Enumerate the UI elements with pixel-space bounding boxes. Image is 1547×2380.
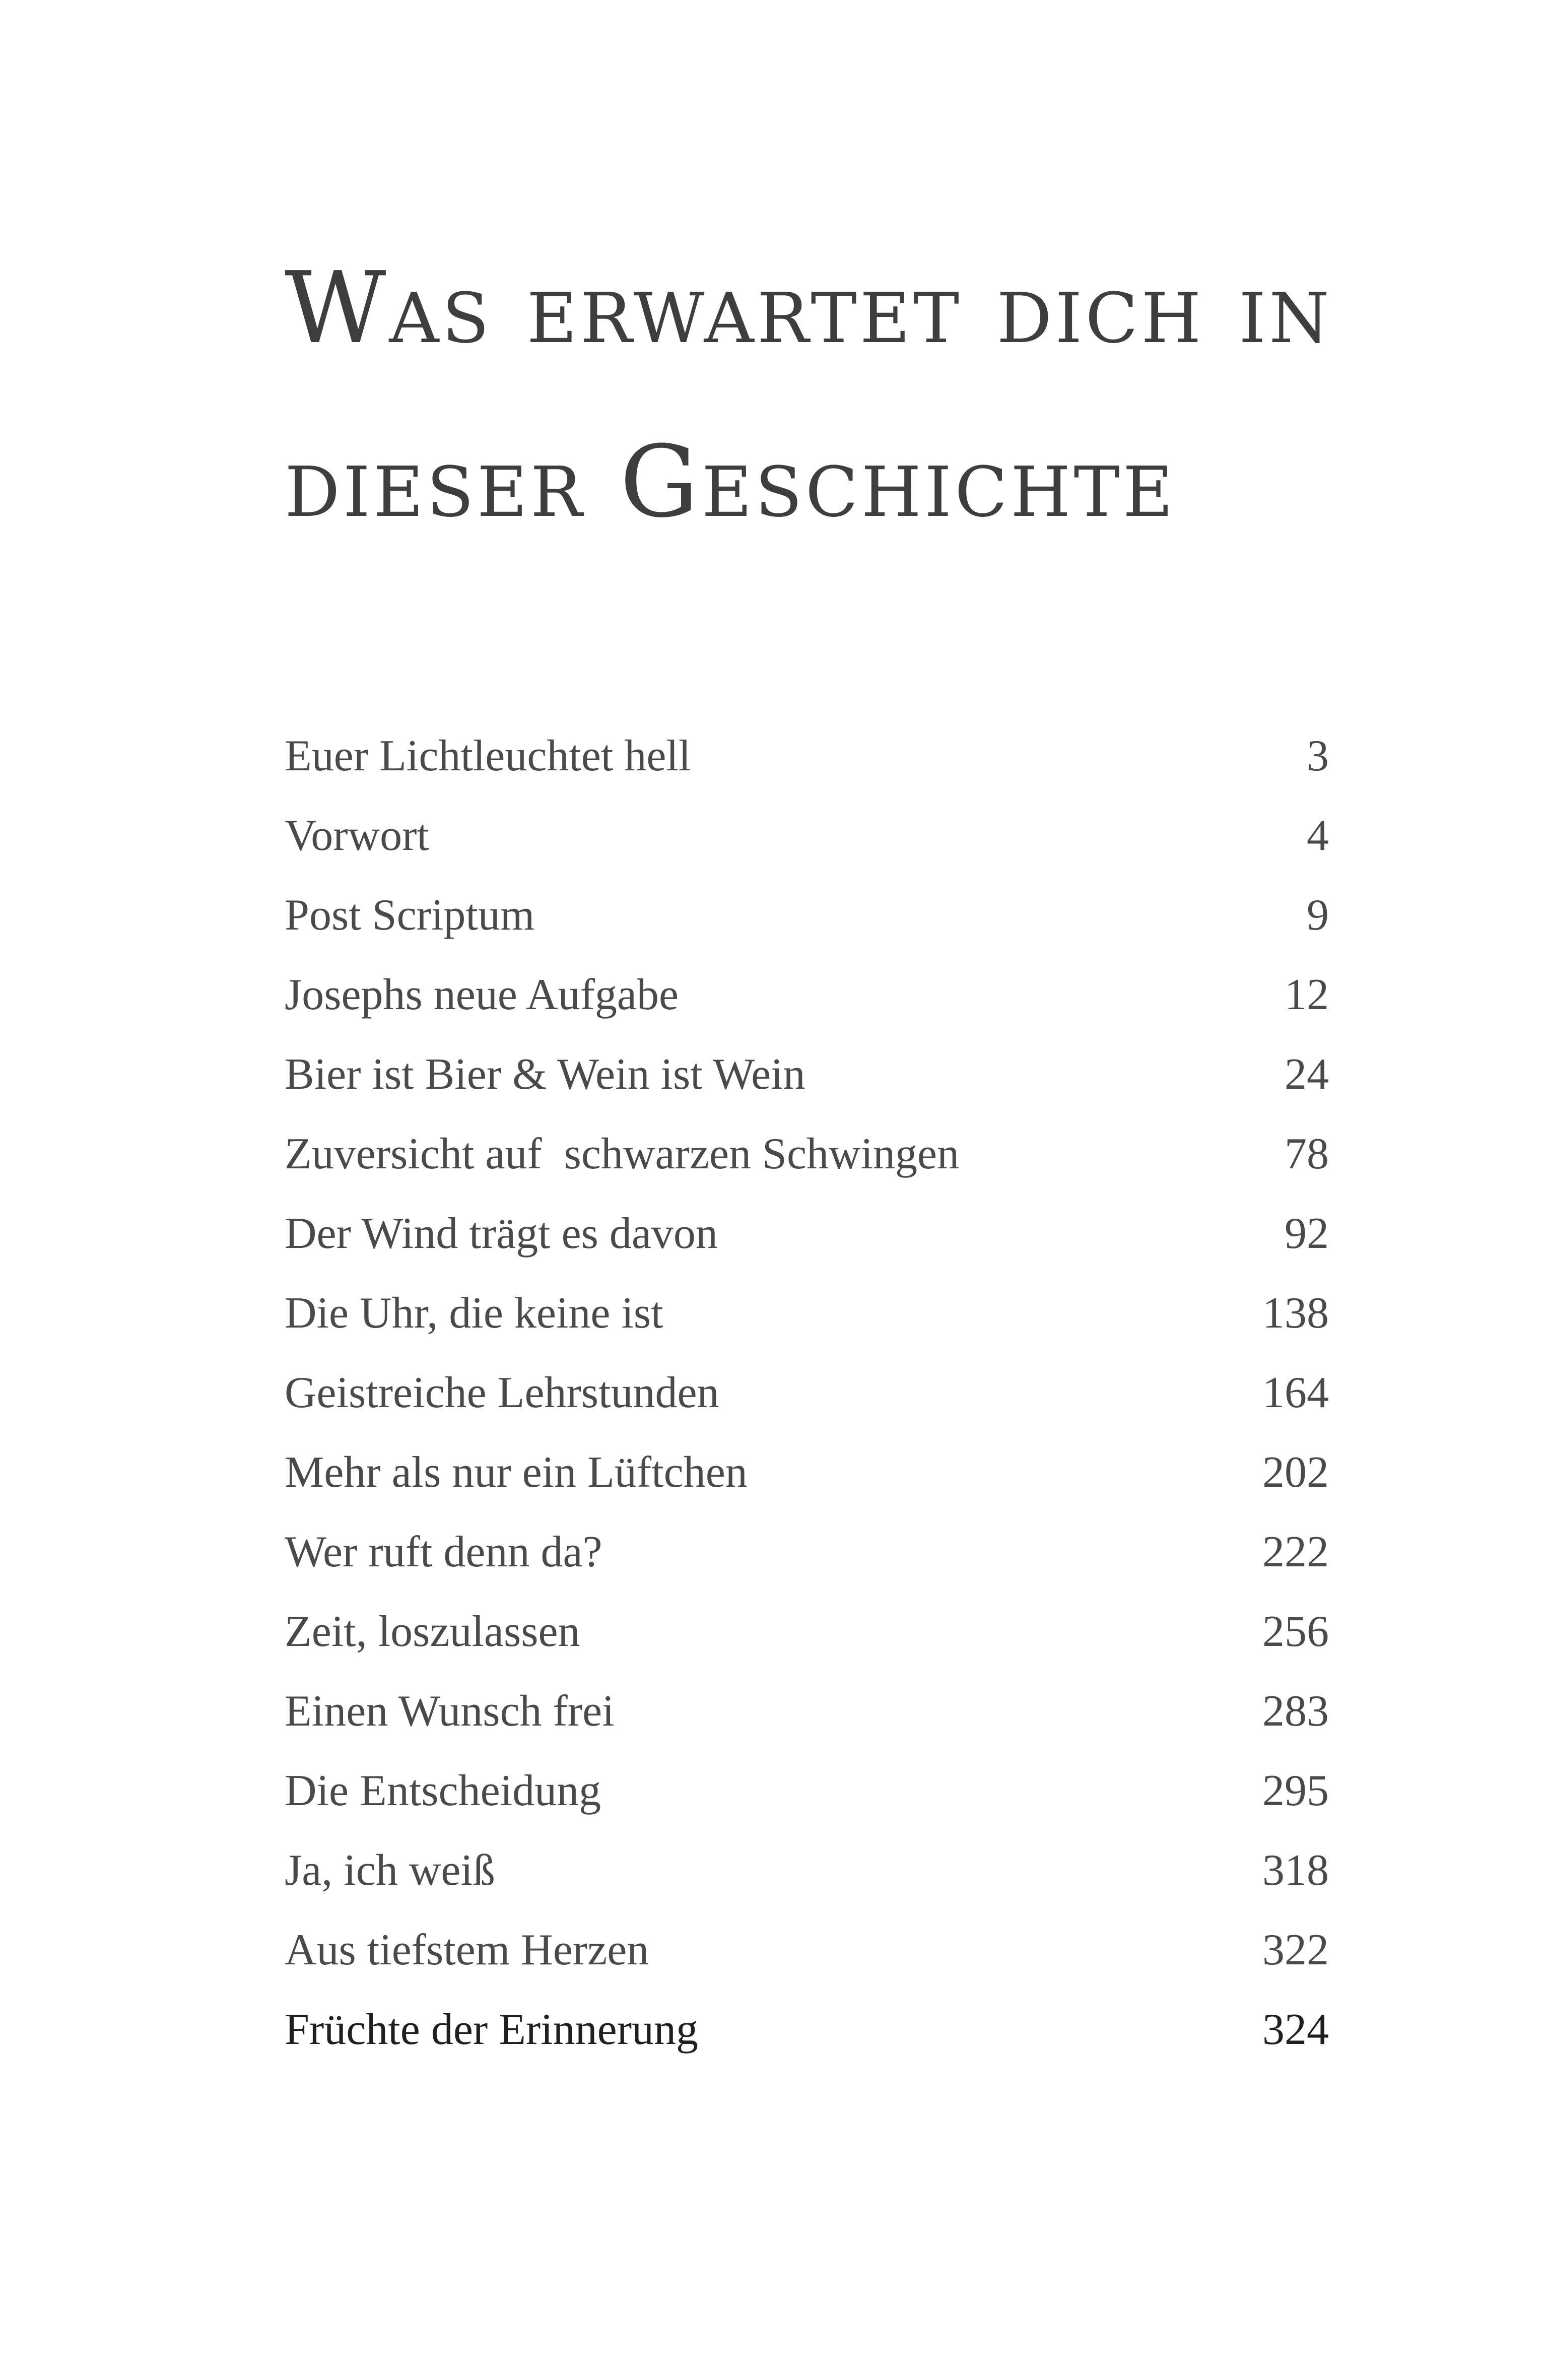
toc-entry [285, 1274, 1329, 1353]
toc-entry-title: Mehr als nur ein Lüftchen [285, 1448, 748, 1497]
toc-entry-page: 9 [1307, 891, 1329, 940]
toc-entry [285, 716, 1329, 796]
toc-entry [285, 1035, 1329, 1114]
toc-entry-page: 283 [1262, 1687, 1329, 1736]
toc-entry-title: Post Scriptum [285, 891, 535, 940]
toc-entry [285, 1672, 1329, 1751]
toc-entry-title: Einen Wunsch frei [285, 1687, 615, 1736]
toc-entry-title: Zeit, loszulassen [285, 1607, 580, 1656]
toc-entry-page: 318 [1262, 1846, 1329, 1895]
toc-entry [285, 1751, 1329, 1831]
toc-entry [285, 1512, 1329, 1592]
toc-entry [285, 1592, 1329, 1672]
toc-entry [285, 1990, 1329, 2070]
toc-entry-page: 202 [1262, 1448, 1329, 1497]
toc-entry-title: Zuversicht auf schwarzen Schwingen [285, 1130, 960, 1178]
title-line-1: Was erwartet dich in [285, 251, 1332, 366]
toc-entry [285, 1433, 1329, 1512]
toc-entry [285, 876, 1329, 955]
toc-entry [285, 1831, 1329, 1910]
toc-entry-page: 12 [1285, 970, 1329, 1019]
page-title [285, 222, 1342, 569]
toc-entry-page: 3 [1307, 732, 1329, 780]
toc-entry-title: Die Entscheidung [285, 1766, 601, 1815]
toc-entry-page: 222 [1262, 1528, 1329, 1576]
toc-entry-title: Die Uhr, die keine ist [285, 1289, 663, 1338]
table-of-contents [285, 716, 1329, 2070]
toc-entry-title: Ja, ich weiß [285, 1846, 495, 1895]
toc-entry-title: Aus tiefstem Herzen [285, 1926, 649, 1974]
toc-entry-page: 322 [1262, 1926, 1329, 1974]
toc-entry-page: 92 [1285, 1209, 1329, 1258]
toc-entry [285, 1114, 1329, 1194]
toc-entry-page: 24 [1285, 1050, 1329, 1099]
toc-entry [285, 1353, 1329, 1433]
toc-entry-page: 78 [1285, 1130, 1329, 1178]
toc-entry-title: Wer ruft denn da? [285, 1528, 602, 1576]
toc-entry-page: 164 [1262, 1368, 1329, 1417]
toc-entry-title: Geistreiche Lehrstunden [285, 1368, 719, 1417]
toc-entry-title: Josephs neue Aufgabe [285, 970, 679, 1019]
toc-entry-page: 138 [1262, 1289, 1329, 1338]
toc-entry [285, 796, 1329, 876]
toc-entry-title: Der Wind trägt es davon [285, 1209, 718, 1258]
toc-entry [285, 1194, 1329, 1274]
toc-entry-title: Vorwort [285, 811, 429, 860]
toc-entry-title: Bier ist Bier & Wein ist Wein [285, 1050, 805, 1099]
toc-entry-page: 295 [1262, 1766, 1329, 1815]
toc-entry [285, 955, 1329, 1035]
toc-entry-page: 4 [1307, 811, 1329, 860]
title-line-2: dieser Geschichte [285, 425, 1176, 540]
toc-entry [285, 1910, 1329, 1990]
toc-entry-page: 324 [1262, 2005, 1329, 2054]
toc-entry-page: 256 [1262, 1607, 1329, 1656]
toc-entry-title: Früchte der Erinnerung [285, 2005, 699, 2054]
toc-entry-title: Euer Lichtleuchtet hell [285, 732, 691, 780]
